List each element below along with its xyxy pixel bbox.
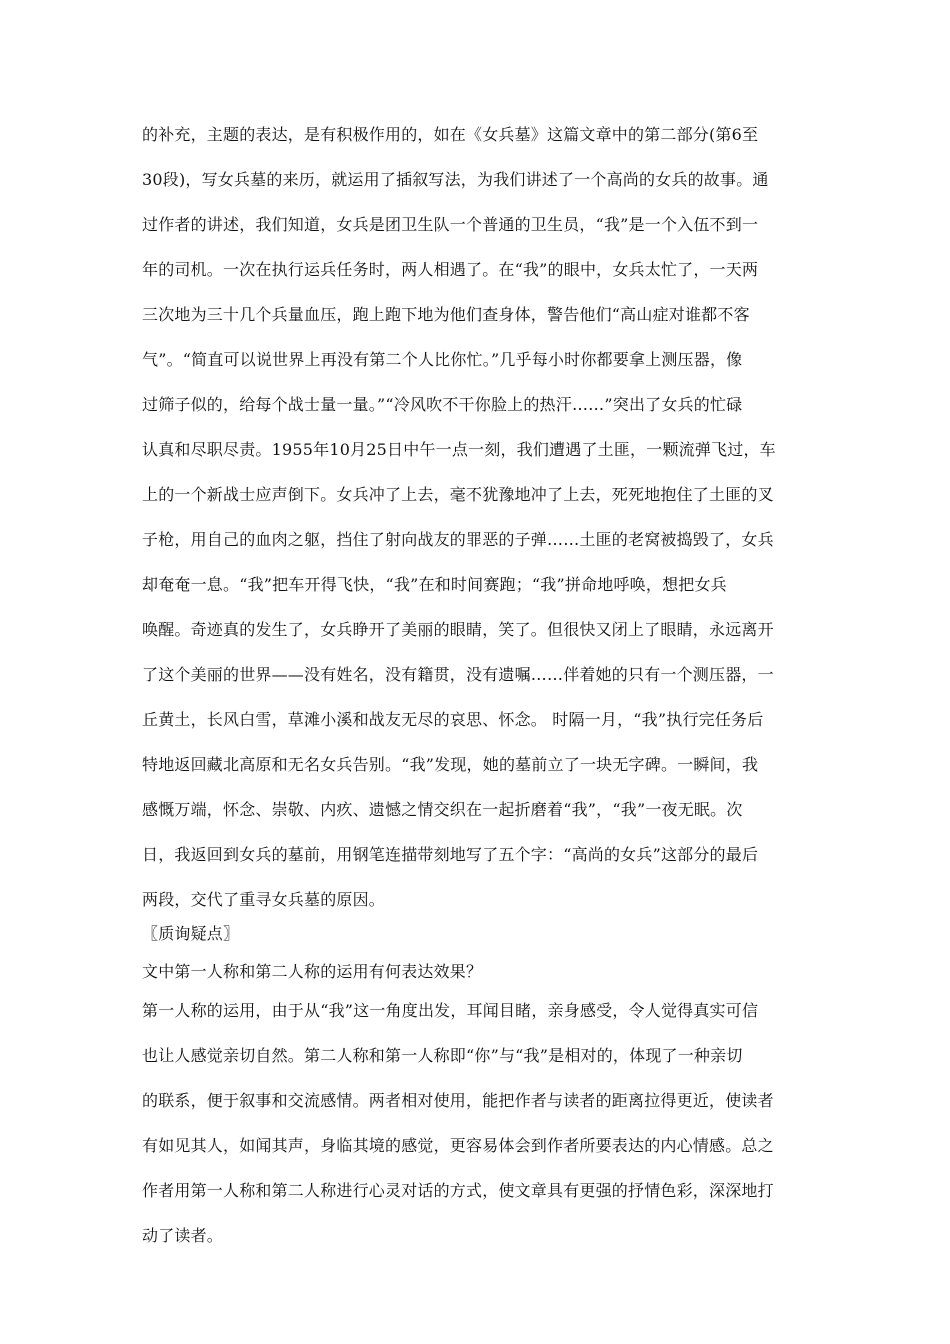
- paragraph-line: 却奄奄一息。“我”把车开得飞快，“我”在和时间赛跑；“我”拼命地呼唤，想把女兵: [142, 575, 727, 594]
- paragraph-line: 了这个美丽的世界——没有姓名，没有籍贯，没有遗嘱……伴着她的只有一个测压器，一: [142, 665, 774, 684]
- answer-line: 第一人称的运用，由于从“我”这一角度出发，耳闻目睹，亲身感受，令人觉得真实可信: [142, 1001, 759, 1020]
- paragraph-line: 三次地为三十几个兵量血压，跑上跑下地为他们查身体，警告他们“高山症对谁都不客: [142, 305, 750, 324]
- answer-line: 动了读者。: [142, 1226, 224, 1245]
- paragraph-line: 30段)，写女兵墓的来历，就运用了插叙写法，为我们讲述了一个高尚的女兵的故事。通: [142, 170, 769, 189]
- answer-line: 也让人感觉亲切自然。第二人称和第一人称即“你”与“我”是相对的，体现了一种亲切: [142, 1046, 743, 1065]
- paragraph-line: 丘黄土，长风白雪，草滩小溪和战友无尽的哀思、怀念。 时隔一月，“我”执行完任务后: [142, 710, 764, 729]
- paragraph-line: 气”。“简直可以说世界上再没有第二个人比你忙。”几乎每小时你都要拿上测压器，像: [142, 350, 743, 369]
- answer-line: 的联系，便于叙事和交流感情。两者相对使用，能把作者与读者的距离拉得更近，使读者: [142, 1091, 774, 1110]
- paragraph-line: 唤醒。奇迹真的发生了，女兵睁开了美丽的眼睛，笑了。但很快又闭上了眼睛，永远离开: [142, 620, 774, 639]
- question-text: 文中第一人称和第二人称的运用有何表达效果？: [142, 962, 483, 981]
- section-heading: 〖质询疑点〗: [142, 924, 240, 943]
- answer-line: 作者用第一人称和第二人称进行心灵对话的方式，使文章具有更强的抒情色彩，深深地打: [142, 1181, 774, 1200]
- paragraph-line: 两段，交代了重寻女兵墓的原因。: [142, 890, 386, 909]
- paragraph-line: 认真和尽职尽责。1955年10月25日中午一点一刻，我们遭遇了土匪，一颗流弹飞过，车: [142, 440, 776, 459]
- paragraph-line: 上的一个新战士应声倒下。女兵冲了上去，毫不犹豫地冲了上去，死死地抱住了土匪的叉: [142, 485, 774, 504]
- paragraph-line: 的补充，主题的表达，是有积极作用的，如在《女兵墓》这篇文章中的第二部分(第6至: [142, 125, 759, 144]
- paragraph-line: 子枪，用自己的血肉之躯，挡住了射向战友的罪恶的子弹……土匪的老窝被捣毁了，女兵: [142, 530, 774, 549]
- paragraph-line: 过作者的讲述，我们知道，女兵是团卫生队一个普通的卫生员，“我”是一个入伍不到一: [142, 215, 759, 234]
- paragraph-line: 日，我返回到女兵的墓前，用钢笔连描带刻地写了五个字：“高尚的女兵”这部分的最后: [142, 845, 759, 864]
- answer-line: 有如见其人，如闻其声，身临其境的感觉，更容易体会到作者所要表达的内心情感。总之: [142, 1136, 774, 1155]
- paragraph-line: 感慨万端，怀念、崇敬、内疚、遗憾之情交织在一起折磨着“我”，“我”一夜无眠。次: [142, 800, 743, 819]
- paragraph-line: 特地返回藏北高原和无名女兵告别。“我”发现，她的墓前立了一块无字碑。一瞬间，我: [142, 755, 759, 774]
- paragraph-line: 过筛子似的，给每个战士量一量。”“冷风吹不干你脸上的热汗……”突出了女兵的忙碌: [142, 395, 743, 414]
- paragraph-line: 年的司机。一次在执行运兵任务时，两人相遇了。在“我”的眼中，女兵太忙了，一天两: [142, 260, 759, 279]
